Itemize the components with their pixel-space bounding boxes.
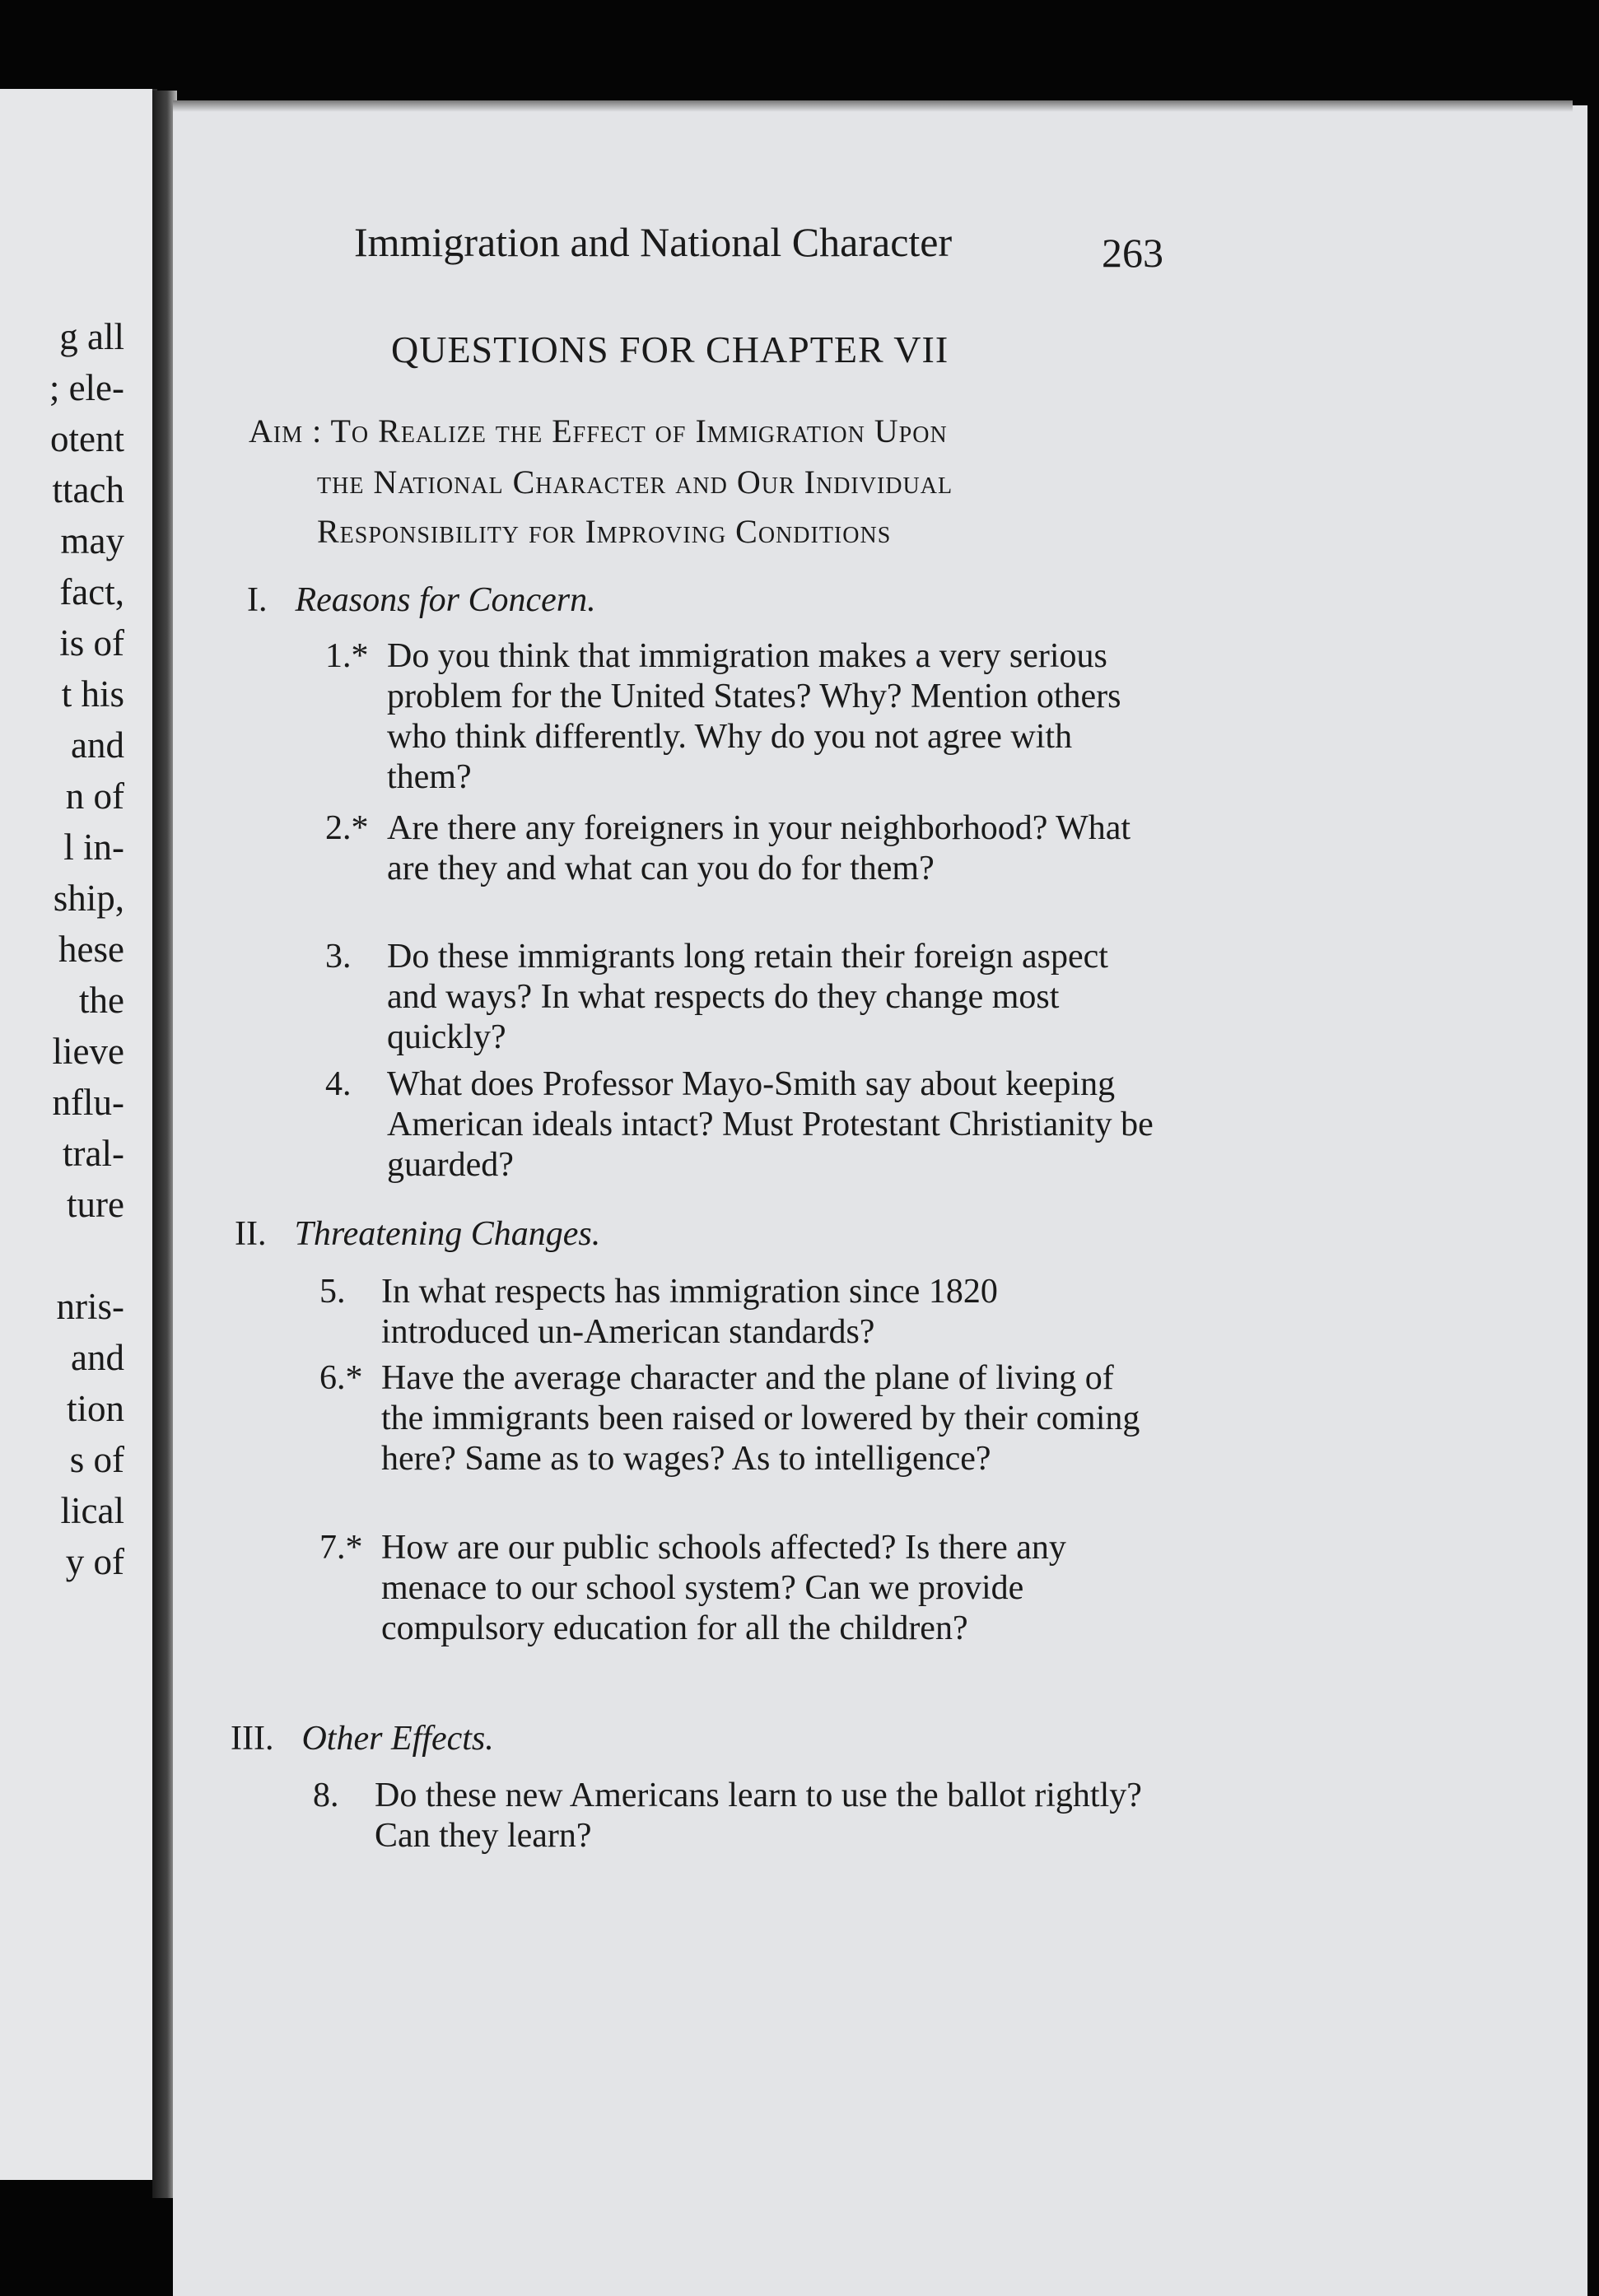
left-page-line: the (79, 980, 124, 1021)
section-number: III. (231, 1720, 274, 1758)
left-page-line: ; ele- (49, 367, 124, 408)
question-number: 6.* (319, 1359, 363, 1397)
left-page-line: y of (65, 1541, 124, 1582)
question-text: Do these immigrants long retain their foreign aspect and ways? In what respects do they change most quickly? (387, 938, 1108, 1056)
left-page-line: ture (67, 1184, 124, 1225)
left-page-line: and (71, 724, 124, 766)
question-number: 1.* (325, 637, 369, 675)
section-title: Threatening Changes. (294, 1215, 601, 1253)
left-page-line: g all (59, 316, 124, 357)
left-page-line: nris- (56, 1286, 124, 1327)
page-number: 263 (1102, 230, 1163, 276)
left-page-line: fact, (59, 571, 124, 612)
left-page-line: tral- (63, 1133, 124, 1174)
running-head: Immigration and National Character (354, 219, 953, 265)
question-text: What does Professor Mayo-Smith say about keeping American ideals intact? Must Protestant Christianity be guarded? (387, 1065, 1154, 1184)
left-page-line: ship, (53, 878, 124, 919)
page-edge-shadow (173, 100, 1573, 112)
question-text: Do these new Americans learn to use the ballot rightly? Can they learn? (375, 1777, 1142, 1855)
left-page-line: lical (60, 1490, 124, 1531)
section-number: II. (235, 1215, 267, 1253)
question-number: 2.* (325, 809, 369, 847)
left-page-line: ttach (52, 469, 124, 510)
aim-line-1: Aim : To Realize the Effect of Immigration Upon (249, 412, 948, 449)
aim-line-3: Responsibility for Improving Conditions (317, 513, 892, 550)
question-text: How are our public schools affected? Is there any menace to our school system? Can we provide compulsory education for all the children? (381, 1529, 1066, 1647)
left-facing-page (0, 89, 157, 2180)
question-text: Do you think that immigration makes a very serious problem for the United States? Why? Mention others who think differently. Why do you not agree with them? (387, 637, 1121, 796)
question-number: 4. (325, 1065, 352, 1103)
section-heading (231, 1719, 494, 1758)
section-heading (235, 1214, 600, 1254)
question-text: In what respects has immigration since 1820 introduced un-American standards? (381, 1273, 998, 1351)
left-page-line: s of (69, 1439, 124, 1480)
left-page-line: l in- (63, 827, 124, 868)
section-title: Other Effects. (301, 1720, 494, 1758)
left-page-line: hese (58, 929, 124, 970)
question-text: Are there any foreigners in your neighborhood? What are they and what can you do for them? (387, 809, 1131, 887)
left-page-line: tion (66, 1388, 124, 1429)
left-page-line: is of (59, 622, 124, 664)
question-text: Have the average character and the plane of living of the immigrants been raised or lowered by their coming here? Same as to wages? As to intelligence? (381, 1359, 1140, 1478)
left-page-line: n of (65, 775, 124, 817)
question-number: 3. (325, 938, 352, 976)
section-heading (247, 580, 596, 620)
left-page-line: lieve (52, 1031, 124, 1072)
left-page-line: and (71, 1337, 124, 1378)
aim-line-2: the National Character and Our Individual (317, 463, 953, 501)
question-number: 8. (313, 1777, 339, 1814)
question-number: 7.* (319, 1529, 363, 1567)
section-title: Reasons for Concern. (295, 581, 596, 619)
left-page-line: nflu- (52, 1082, 124, 1123)
left-page-line: may (60, 520, 124, 561)
left-page-line: otent (50, 418, 124, 459)
question-number: 5. (319, 1273, 346, 1311)
section-number: I. (247, 581, 268, 619)
chapter-title: QUESTIONS FOR CHAPTER VII (391, 328, 949, 370)
left-page-line: t his (61, 673, 124, 715)
